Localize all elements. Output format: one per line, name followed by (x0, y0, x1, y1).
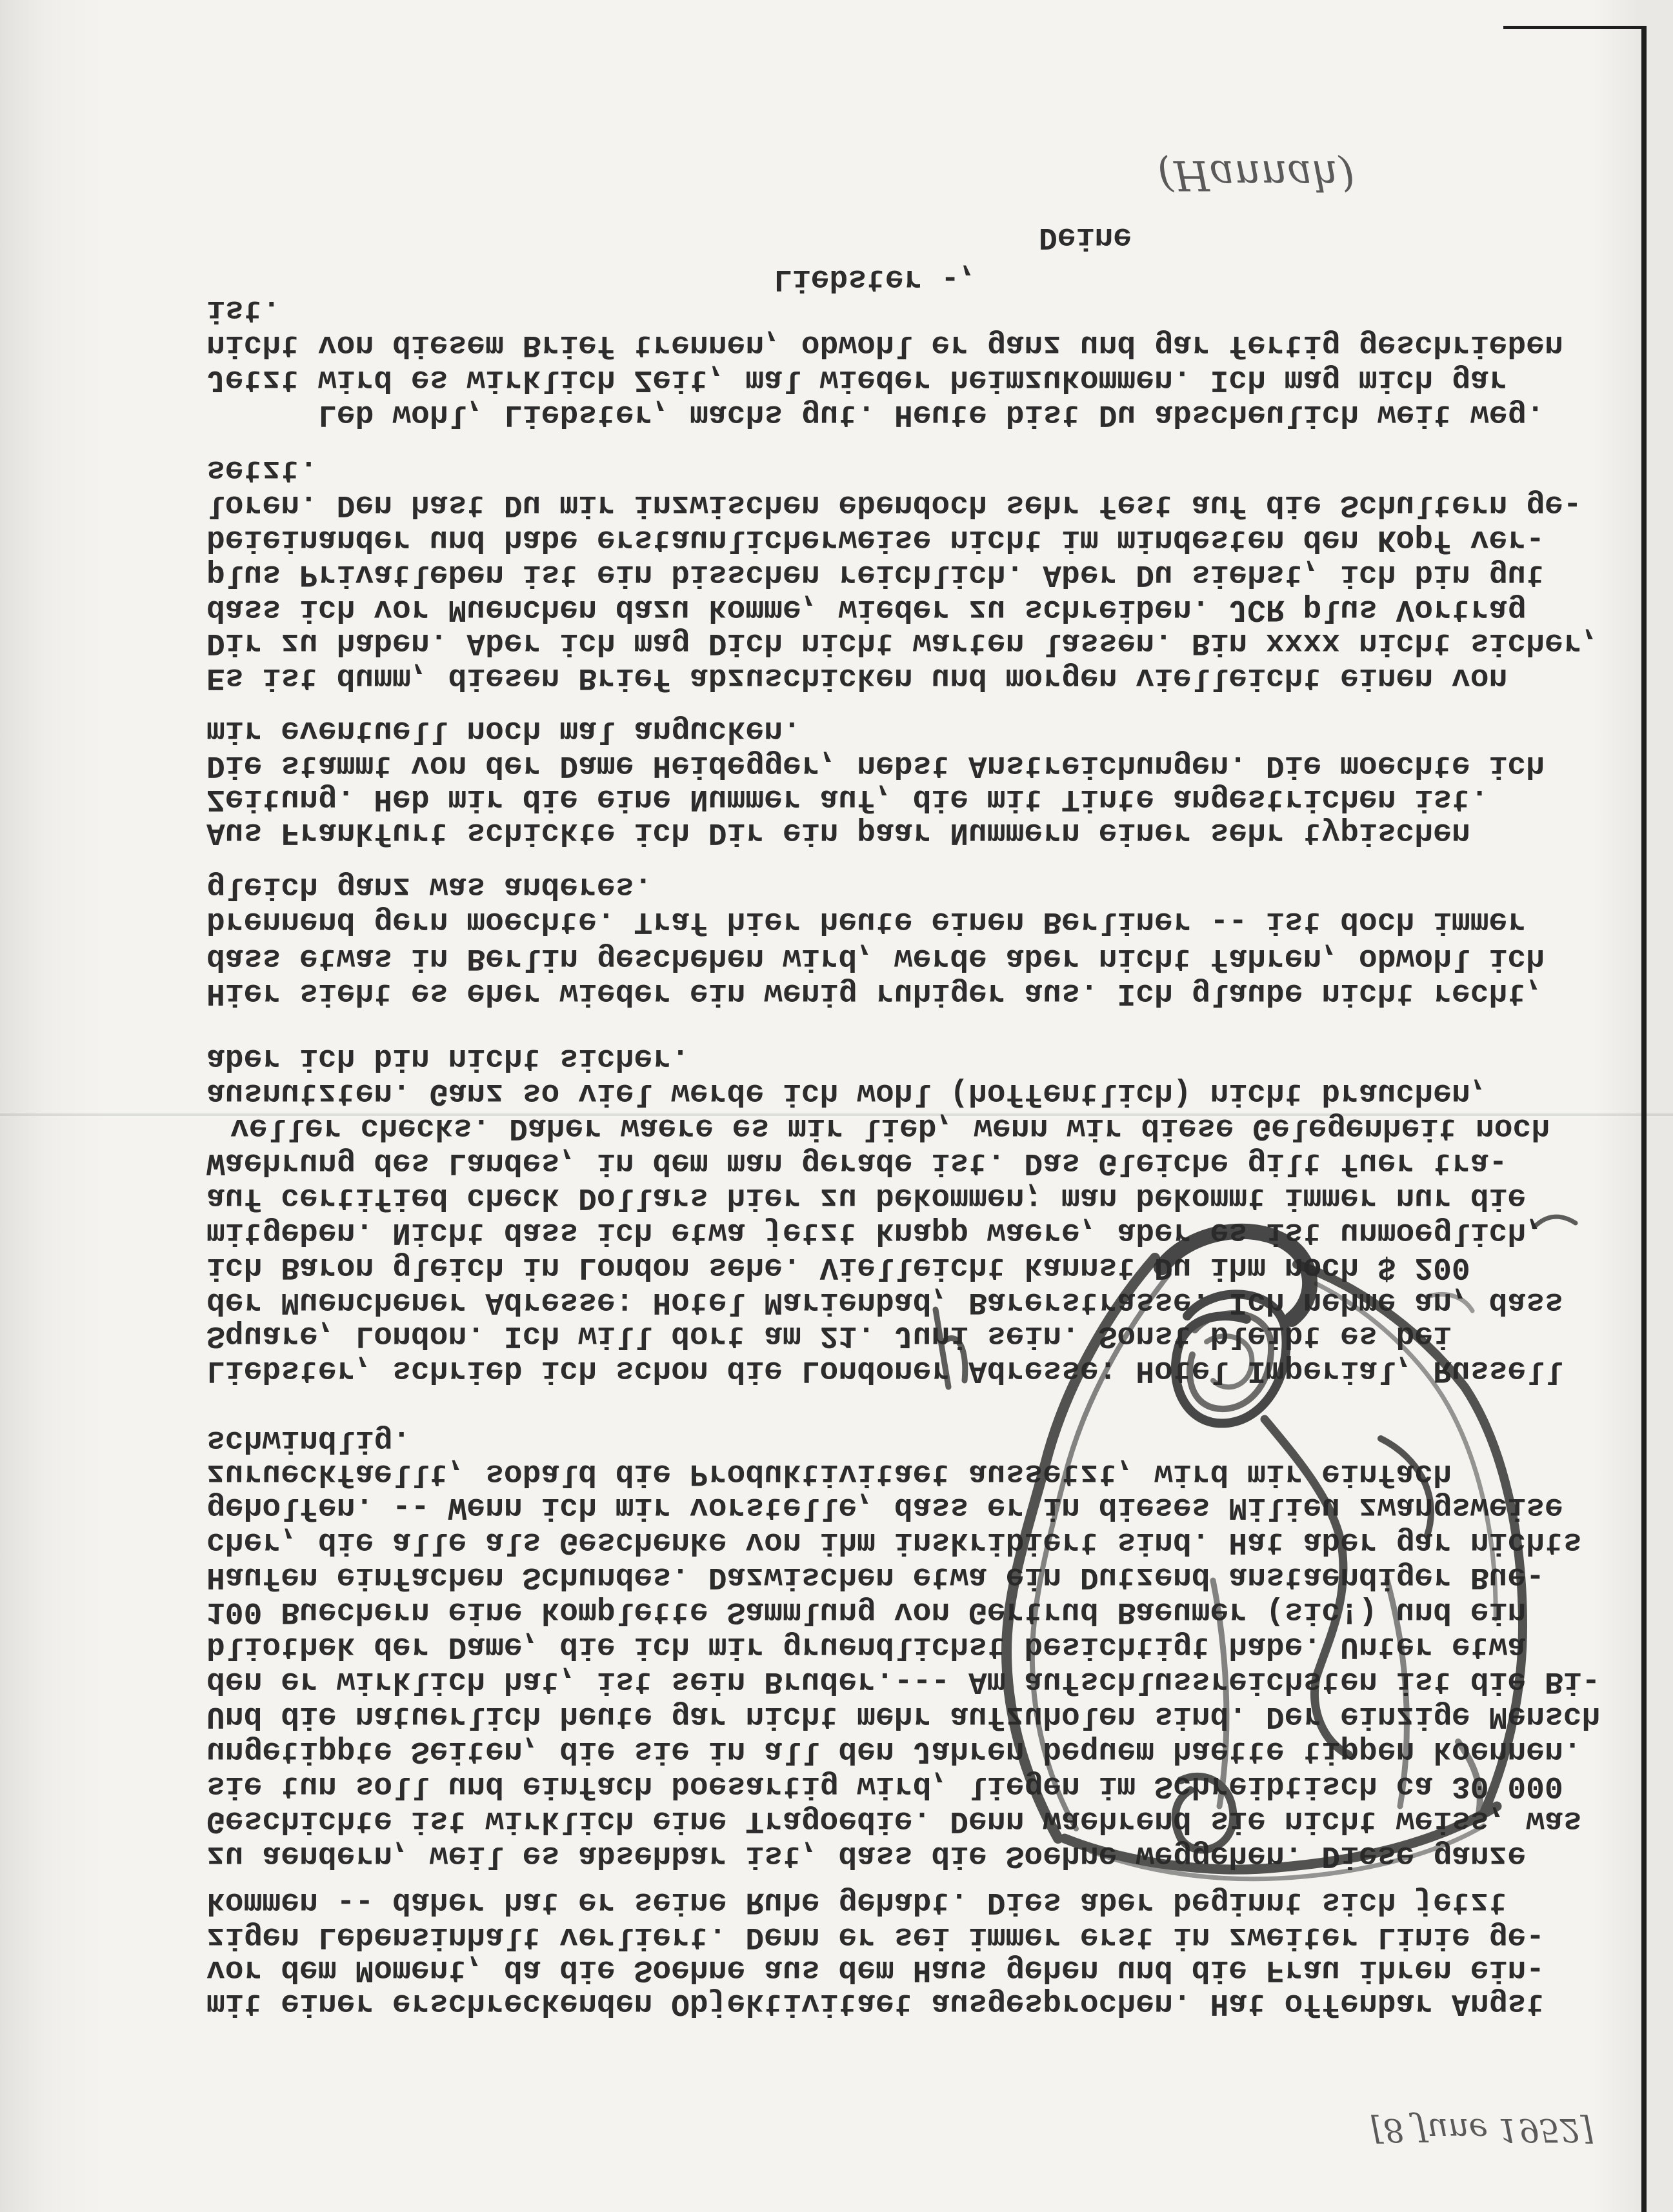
letter-line: Es ist dumm, diesen Brief abzuschicken und morgen vielleicht einen von (206, 660, 1508, 695)
letter-line: mitgeben. Nicht dass ich etwa jetzt knapp waere, aber es ist unmoeglich, (206, 1215, 1545, 1250)
letter-line: Die stammt von der Dame Heidegger, nebst Anstreichungen. Die moechte ich (206, 748, 1545, 782)
archival-name-annotation: (Hannah) (1157, 151, 1355, 199)
letter-line: cher, die alle als Geschenke von ihm inskribiert sind. Hat aber gar nichts (206, 1524, 1582, 1559)
letter-line: loren. Den hast Du mir inzwischen ebendoch sehr fest auf die Schultern ge- (206, 487, 1582, 522)
letter-line: Jetzt wird es wirklich Zeit, mal wieder heimzukommen. Ich mag mich gar (206, 362, 1508, 397)
letter-line: mir eventuell noch mal angucken. (206, 713, 801, 748)
letter-line: veller checks. Daher waere es mir lieb, wenn wir diese Gelegenheit noch (230, 1110, 1550, 1145)
letter-line: der Muenchener Adresse: Hotel Marienbad, Barerstrasse. Ich nehme an, dass (206, 1284, 1563, 1319)
letter-line: den er wirklich hat, ist sein Bruder.--- Am aufschlussreichsten ist die Bi- (206, 1664, 1601, 1699)
letter-line: setzt. (206, 452, 318, 487)
letter-line: dass ich vor Muenchen dazu komme, wieder zu schreiben. JCR plus Vortrag (206, 592, 1527, 626)
letter-line: kommen -- daher hat er seine Ruhe gehabt. Dies aber beginnt sich jetzt (206, 1884, 1508, 1919)
letter-line: plus Privatleben ist ein bisschen reichlich. Aber Du siehst, ich bin gut (206, 557, 1545, 592)
letter-line: auf certified check Dollars hier zu bekommen; man bekommt immer nur die (206, 1180, 1527, 1215)
letter-line: schwindlig. (206, 1422, 411, 1457)
page-edge-right (1641, 26, 1647, 2212)
letter-line: zurueckfaellt, sobald die Produktivitaet aussetzt, wird mir einfach (206, 1456, 1452, 1491)
letter-line: 100 Buechern eine komplette Sammlung von Gertrud Baeumer (sic!) und ein (206, 1594, 1527, 1629)
letter-line: mit einer erschreckenden Objektivitaet ausgesprochen. Hat offenbar Angst (206, 1986, 1545, 2020)
letter-line: aber ich bin nicht sicher. (206, 1041, 690, 1075)
letter-line: Hier sieht es eher wieder ein wenig ruhiger aus. Ich glaube nicht recht, (206, 975, 1545, 1010)
letter-line: Haufen einfachen Schundes. Dazwischen etwa ein Dutzend anstaendiger Bue- (206, 1559, 1545, 1594)
letter-line: ist. (206, 292, 281, 327)
letter-line: Zeitung. Heb mir die eine Nummer auf, die mit Tinte angestrichen ist. (206, 781, 1489, 816)
letter-line: brennend gern moechte. Traf hier heute einen Berliner -- ist doch immer (206, 904, 1527, 939)
letter-line: bliothek der Dame, die ich mir gruendlichst besichtigt habe. Unter etwa (206, 1629, 1527, 1664)
closing-name: Deine (1039, 219, 1132, 254)
letter-line: Square, London. Ich will dort am 21. Juni sein. Sonst bleibt es bei (206, 1318, 1452, 1353)
letter-line: ungetippte Seiten, die sie in all den Jahren bequem haette tippen koennen. (206, 1733, 1582, 1768)
letter-line: sie tun soll und einfach boesartig wird, liegen im Schreibtisch ca 30 000 (206, 1768, 1563, 1803)
letter-line: nicht von diesem Brief trennen, obwohl er ganz und gar fertig geschrieben (206, 327, 1563, 362)
letter-line: ausnutzten. Ganz so viel werde ich wohl (hoffentlich) nicht brauchen, (206, 1075, 1489, 1110)
letter-line: zigen Lebensinhalt verliert. Denn er sei immer erst in zweiter Linie ge- (206, 1919, 1545, 1954)
letter-line: beieinander und habe erstaunlicherweise nicht im mindesten den Kopf ver- (206, 522, 1545, 557)
letter-line: Dir zu haben. Aber ich mag Dich nicht warten lassen. Bin xxxx nicht sicher, (206, 625, 1601, 660)
letter-line: dass etwas in Berlin geschehen wird, werde aber nicht fahren, obwohl ich (206, 941, 1545, 975)
letter-line: Liebster, schrieb ich schon die Londoner Adresse: Hotel Imperial, Russell (206, 1353, 1563, 1388)
letter-line: gleich ganz was anderes. (206, 869, 653, 904)
letter-line: Aus Frankfurt schickte ich Dir ein paar Nummern einer sehr typischen (206, 815, 1470, 850)
closing-salutation: Liebster -, (774, 261, 978, 296)
archival-date-annotation: [8 June 1952] (1371, 2111, 1593, 2149)
letter-line: ich Baron gleich in London sehe. Vielleicht kannst Du ihm noch $ 200 (206, 1250, 1470, 1284)
letter-line: Und die natuerlich heute gar nicht mehr aufzuholen sind. Der einzige Mensch (206, 1699, 1601, 1733)
letter-line: vor dem Moment, da die Soehne aus dem Haus gehen und die Frau ihren ein- (206, 1952, 1545, 1987)
letter-line: geholfen. -- Wenn ich mir vorstelle, dass er in dieses Milieu zwangsweise (206, 1490, 1563, 1524)
letter-line: Geschichte ist wirklich eine Tragoedie. Denn waehrend sie nicht weiss, was (206, 1803, 1582, 1838)
page-edge-top (1503, 26, 1647, 29)
letter-line: zu aendern, weil es absehbar ist, dass die Soehne weggehen. Diese ganze (206, 1838, 1527, 1873)
letter-line: Leb wohl, Liebster, machs gut. Heute bist Du abscheulich weit weg. (318, 397, 1545, 432)
letter-line: Waehrung des Landes, in dem man gerade ist. Das Gleiche gilt fuer tra- (206, 1145, 1508, 1180)
